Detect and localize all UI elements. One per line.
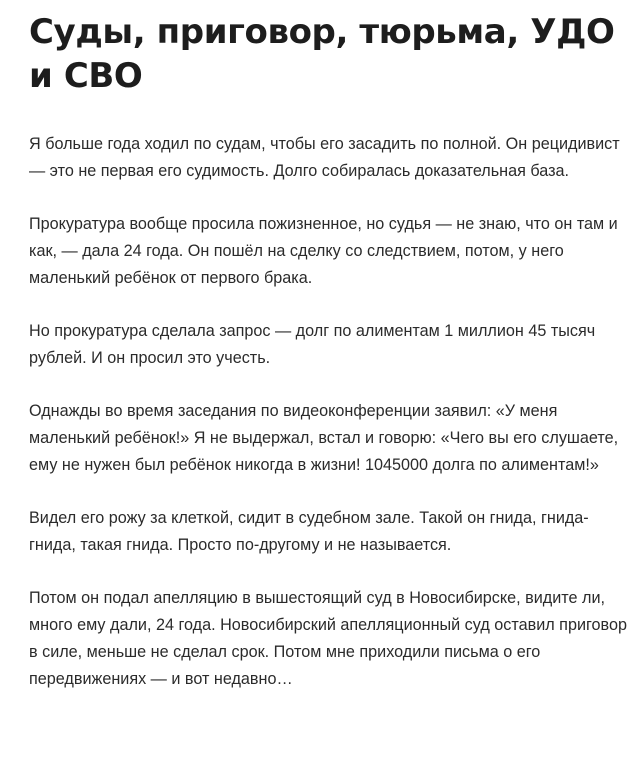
paragraph: Потом он подал апелляцию в вышестоящий суд в Новосибирске, видите ли, много ему дали, 24 года. Новосибирский апелляционный суд оставил приговор в силе, меньше не сделал срок. Потом мне приходили письма о его передвижениях — и вот недавно… <box>29 589 627 688</box>
article-title: Суды, приговор, тюрьма, УДО и СВО <box>29 12 615 96</box>
article-body <box>29 131 629 693</box>
paragraph: Однажды во время заседания по видеоконференции заявил: «У меня маленький ребёнок!» Я не выдержал, встал и говорю: «Чего вы его слушаете, ему не нужен был ребёнок никогда в жизни! 1045000 долга по алиментам!» <box>29 402 619 474</box>
paragraph: Прокуратура вообще просила пожизненное, но судья — не знаю, что он там и как, — дала 24 года. Он пошёл на сделку со следствием, потом, у него маленький ребёнок от первого брака. <box>29 215 618 287</box>
article <box>29 10 629 719</box>
paragraph: Видел его рожу за клеткой, сидит в судебном зале. Такой он гнида, гнида-гнида, такая гнида. Просто по-другому и не называется. <box>29 509 589 554</box>
paragraph: Но прокуратура сделала запрос — долг по алиментам 1 миллион 45 тысяч рублей. И он просил это учесть. <box>29 322 596 367</box>
paragraph: Я больше года ходил по судам, чтобы его засадить по полной. Он рецидивист — это не первая его судимость. Долго собиралась доказательная база. <box>29 135 620 180</box>
